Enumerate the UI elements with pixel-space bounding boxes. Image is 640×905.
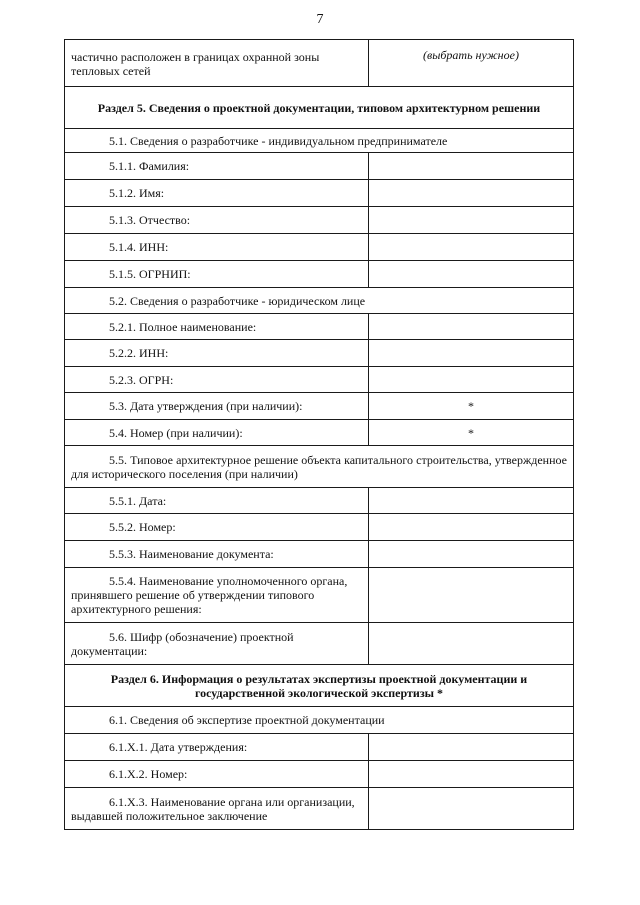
subsection-5-5-heading: 5.5. Типовое архитектурное решение объекта капитального строительства, утвержденное для исторического поселения (при наличии) (65, 446, 574, 488)
first-name-label: 5.1.2. Имя: (65, 180, 369, 207)
issuing-organization-field[interactable] (369, 788, 574, 830)
table-row (65, 446, 574, 488)
table-row (65, 788, 574, 830)
subsection-5-2-heading: 5.2. Сведения о разработчике - юридическом лице (65, 288, 574, 314)
expertise-number-label: 6.1.X.2. Номер: (65, 761, 369, 788)
typical-solution-number-field[interactable] (369, 514, 574, 541)
ogrn-field[interactable] (369, 367, 574, 393)
table-row (65, 87, 574, 129)
table-row (65, 568, 574, 623)
table-row (65, 734, 574, 761)
typical-solution-number-label: 5.5.2. Номер: (65, 514, 369, 541)
patronymic-field[interactable] (369, 207, 574, 234)
surname-label: 5.1.1. Фамилия: (65, 153, 369, 180)
surname-field[interactable] (369, 153, 574, 180)
authorized-body-field[interactable] (369, 568, 574, 623)
number-label: 5.4. Номер (при наличии): (65, 420, 369, 446)
expertise-date-field[interactable] (369, 734, 574, 761)
inn-label: 5.1.4. ИНН: (65, 234, 369, 261)
table-row (65, 488, 574, 514)
choose-option-note: (выбрать нужное) (369, 40, 574, 87)
expertise-date-label: 6.1.X.1. Дата утверждения: (65, 734, 369, 761)
table-row (65, 207, 574, 234)
first-name-field[interactable] (369, 180, 574, 207)
section-5-title: Раздел 5. Сведения о проектной документации, типовом архитектурном решении (65, 87, 574, 129)
subsection-5-1-heading: 5.1. Сведения о разработчике - индивидуальном предпринимателе (65, 129, 574, 153)
table-row (65, 234, 574, 261)
table-row (65, 261, 574, 288)
approval-date-label: 5.3. Дата утверждения (при наличии): (65, 393, 369, 420)
project-code-field[interactable] (369, 623, 574, 665)
legal-inn-field[interactable] (369, 340, 574, 367)
full-name-label: 5.2.1. Полное наименование: (65, 314, 369, 340)
inn-field[interactable] (369, 234, 574, 261)
typical-solution-date-field[interactable] (369, 488, 574, 514)
table-row (65, 340, 574, 367)
table-row (65, 514, 574, 541)
table-row (65, 129, 574, 153)
patronymic-label: 5.1.3. Отчество: (65, 207, 369, 234)
table-row (65, 761, 574, 788)
table-row (65, 367, 574, 393)
typical-solution-date-label: 5.5.1. Дата: (65, 488, 369, 514)
application-form-table (64, 39, 574, 830)
subsection-6-1-heading: 6.1. Сведения об экспертизе проектной документации (65, 707, 574, 734)
document-name-label: 5.5.3. Наименование документа: (65, 541, 369, 568)
table-row (65, 420, 574, 446)
full-name-field[interactable] (369, 314, 574, 340)
page-number: 7 (316, 12, 324, 27)
ogrn-label: 5.2.3. ОГРН: (65, 367, 369, 393)
authorized-body-label: 5.5.4. Наименование уполномоченного органа, принявшего решение об утверждении типового архитектурного решения: (65, 568, 369, 623)
table-row (65, 623, 574, 665)
issuing-organization-label: 6.1.X.3. Наименование органа или организации, выдавшей положительное заключение (65, 788, 369, 830)
project-code-label: 5.6. Шифр (обозначение) проектной документации: (65, 623, 369, 665)
table-row (65, 707, 574, 734)
legal-inn-label: 5.2.2. ИНН: (65, 340, 369, 367)
table-row (65, 314, 574, 340)
table-row (65, 40, 574, 87)
number-field[interactable]: * (369, 420, 574, 446)
table-row (65, 180, 574, 207)
document-name-field[interactable] (369, 541, 574, 568)
table-row (65, 153, 574, 180)
table-row (65, 665, 574, 707)
approval-date-field[interactable]: * (369, 393, 574, 420)
table-row (65, 541, 574, 568)
table-row (65, 288, 574, 314)
expertise-number-field[interactable] (369, 761, 574, 788)
ogrnip-field[interactable] (369, 261, 574, 288)
ogrnip-label: 5.1.5. ОГРНИП: (65, 261, 369, 288)
heat-network-zone-label: частично расположен в границах охранной зоны тепловых сетей (65, 40, 369, 87)
section-6-title: Раздел 6. Информация о результатах экспертизы проектной документации и государственной экологической экспертизы * (65, 665, 574, 707)
table-row (65, 393, 574, 420)
